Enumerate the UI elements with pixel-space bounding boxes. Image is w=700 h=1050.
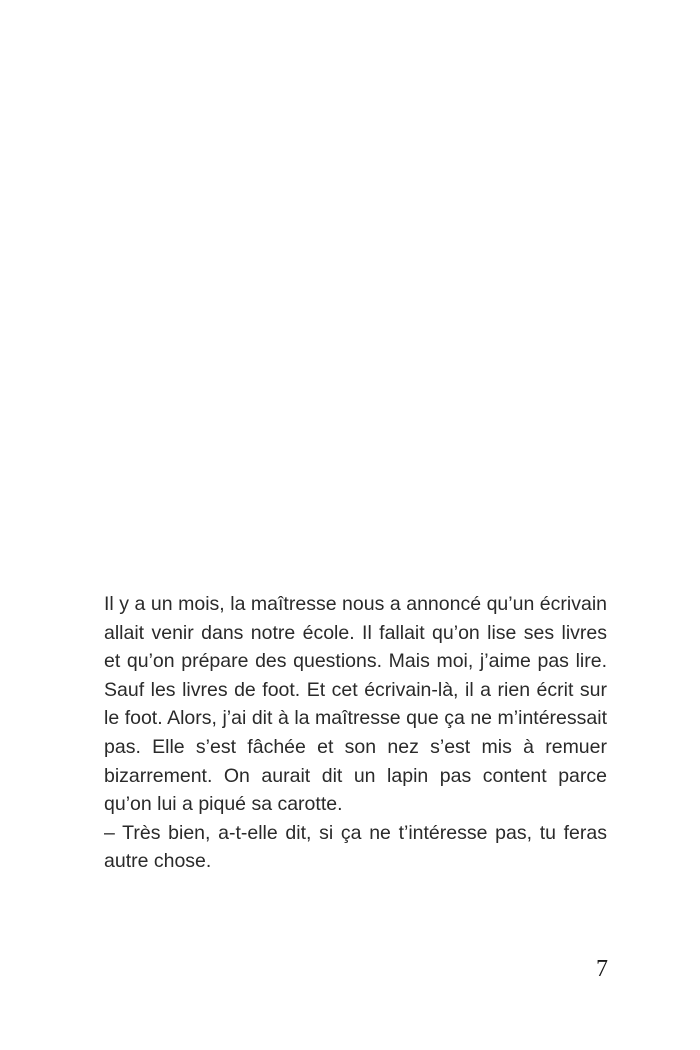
- page-number: 7: [596, 956, 608, 982]
- narrative-paragraph: Il y a un mois, la maîtresse nous a annoncé qu’un écrivain allait venir dans notre école. Il fallait qu’on lise ses livres et qu’on prépare des questions. Mais moi, j’aime pas lire. Sauf les livres de foot. Et cet écrivain-là, il a rien écrit sur le foot. Alors, j’ai dit à la maîtresse que ça ne m’intéressait pas. Elle s’est fâchée et son nez s’est mis à remuer bizarrement. On aurait dit un lapin pas content parce qu’on lui a piqué sa carotte.: [104, 593, 607, 816]
- body-text: [104, 590, 607, 876]
- dialogue-paragraph: – Très bien, a-t-elle dit, si ça ne t’intéresse pas, tu feras autre chose.: [104, 821, 607, 873]
